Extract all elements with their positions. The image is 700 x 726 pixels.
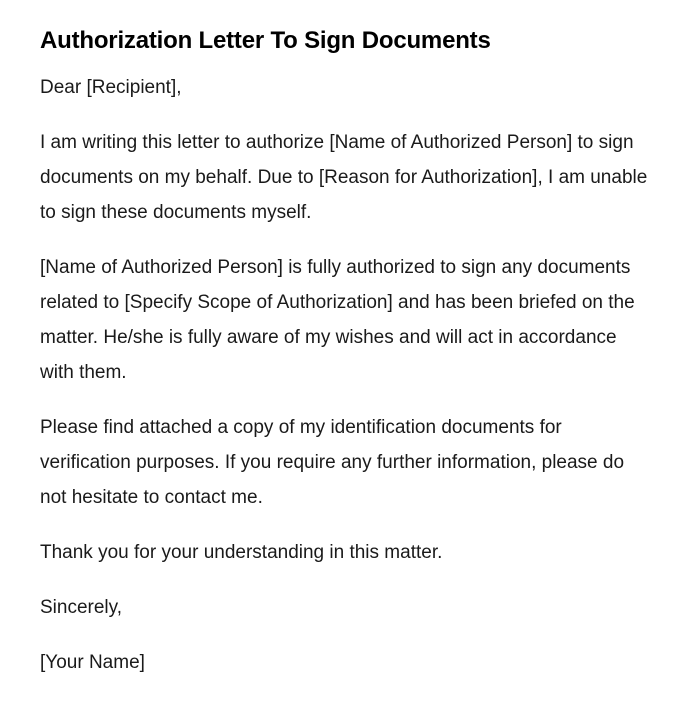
body-paragraph-4: Thank you for your understanding in this matter. — [40, 542, 443, 563]
salutation: Dear [Recipient], — [40, 77, 182, 98]
signature-name: [Your Name] — [40, 652, 145, 673]
closing: Sincerely, — [40, 597, 123, 618]
body-paragraph-1: I am writing this letter to authorize [Name of Authorized Person] to sign documents on my behalf. Due to [Reason for Authorization], I am unable to sign these documents myself. — [40, 132, 648, 223]
document-title: Authorization Letter To Sign Documents — [40, 27, 491, 54]
body-paragraph-3: Please find attached a copy of my identification documents for verification purposes. If you require any further information, please do not hesitate to contact me. — [40, 417, 625, 508]
body-paragraph-2: [Name of Authorized Person] is fully authorized to sign any documents related to [Specify Scope of Authorization] and has been briefed on the matter. He/she is fully aware of my wishes and will act in accordance with them. — [40, 257, 635, 383]
letter-document — [40, 22, 652, 680]
